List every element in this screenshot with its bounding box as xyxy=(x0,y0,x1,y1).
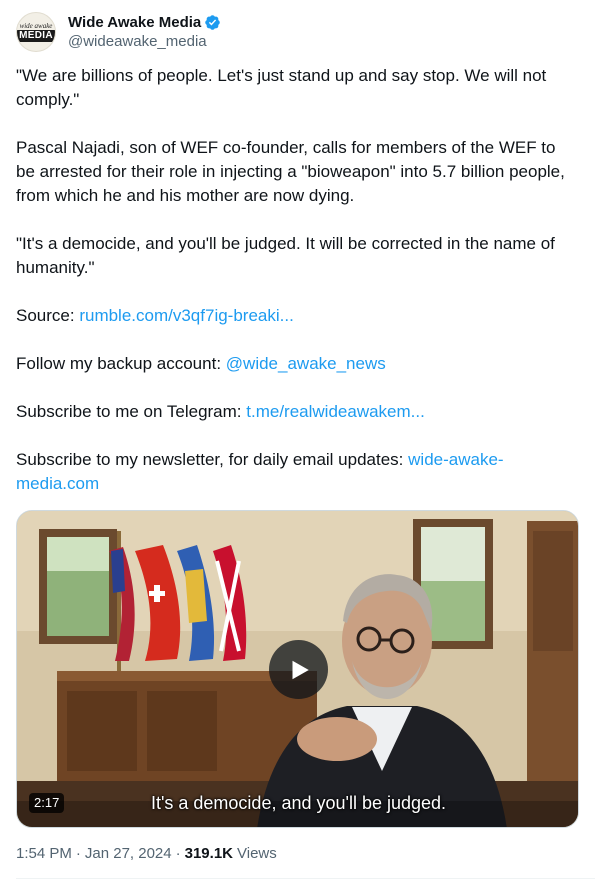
meta-separator: · xyxy=(75,845,81,862)
backup-line xyxy=(16,352,576,376)
tweet-text xyxy=(16,64,576,496)
tweet-paragraph-quote: "We are billions of people. Let's just stand up and say stop. We will not comply." xyxy=(16,66,547,109)
tweet-paragraph-body: Pascal Najadi, son of WEF co-founder, calls for members of the WEF to be arrested for their role in injecting a "bioweapon" into 5.7 billion people, from which he and his mother are now dying. xyxy=(16,138,565,205)
tweet-date[interactable]: Jan 27, 2024 xyxy=(84,845,172,862)
tweet-time[interactable]: 1:54 PM xyxy=(16,845,72,862)
views-count: 319.1K xyxy=(184,845,233,862)
author-identity xyxy=(68,12,221,52)
newsletter-link[interactable]: wide-awake-media.com xyxy=(16,450,504,493)
newsletter-label: Subscribe to my newsletter, for daily email updates: xyxy=(16,450,404,469)
meta-separator-2: · xyxy=(175,845,181,862)
play-icon xyxy=(286,657,312,683)
author-name-row xyxy=(68,12,221,32)
telegram-line xyxy=(16,400,576,424)
video-player[interactable] xyxy=(16,510,579,828)
author-handle[interactable]: @wideawake_media xyxy=(68,33,207,50)
video-duration: 2:17 xyxy=(29,793,64,813)
avatar-text-bottom: MEDIA xyxy=(19,30,53,41)
avatar-text-top: wide awake xyxy=(19,22,53,30)
backup-label: Follow my backup account: xyxy=(16,354,222,373)
tweet-meta xyxy=(16,844,277,864)
telegram-link[interactable]: t.me/realwideawakem... xyxy=(246,402,425,421)
source-label: Source: xyxy=(16,306,75,325)
backup-account-link[interactable]: @wide_awake_news xyxy=(225,354,386,373)
source-link[interactable]: rumble.com/v3qf7ig-breaki... xyxy=(79,306,294,325)
views-label: Views xyxy=(237,845,277,862)
author-name[interactable]: Wide Awake Media xyxy=(68,13,202,31)
source-line xyxy=(16,304,576,328)
newsletter-line xyxy=(16,448,576,496)
verified-badge-icon[interactable] xyxy=(204,14,221,31)
tweet-paragraph-quote-2: "It's a democide, and you'll be judged. It will be corrected in the name of humanity." xyxy=(16,234,555,277)
telegram-label: Subscribe to me on Telegram: xyxy=(16,402,242,421)
play-button[interactable] xyxy=(269,640,328,699)
divider xyxy=(16,878,595,879)
tweet-header xyxy=(16,12,221,52)
video-caption: It's a democide, and you'll be judged. xyxy=(150,793,447,813)
avatar[interactable] xyxy=(16,12,56,52)
